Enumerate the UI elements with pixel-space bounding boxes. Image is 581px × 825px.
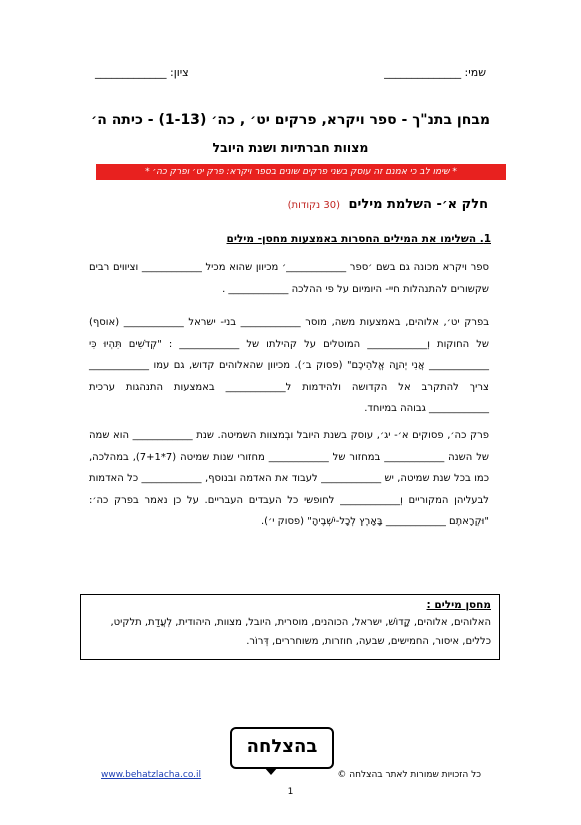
word-bank-title: מחסן מילים :: [426, 599, 491, 611]
exam-subtitle: מצוות חברתיות ושנת היובל: [212, 140, 369, 155]
page-number: 1: [287, 787, 294, 797]
copyright-text: כל הזכויות שמורות לאתר בהצלחה ©: [337, 770, 481, 780]
section-heading: [288, 197, 488, 212]
paragraph-chapter-25: פרק כה׳, פסוקים א׳- יג׳, עוסק בשנת היובל ובְמצוות השמיטה. שנת ____________ הוא שמה של השנה ____________ במחזור של ____________ מחזורי שנות שמיטה (7*7+1), במהלכה, כמו בכל שנת שמיטה, יש ____________ לעבוד את האדמה ובנוסף, ____________ כל האדמות לבעליהן המקוריים וְ____________ לחופשי כל העבדים העבריים. על כן נאמר בפרק כה׳: "וּקְרָאתֶם ____________ בָּאָרֶץ לְכָל-יֹשְׁבֶיהָ" (פסוק י׳).: [89, 430, 489, 527]
red-note-banner: * שימו לב כי אמנם זה עוסק בשני פרקים שונים בספר ויקרא: פרק יט׳ ופרק כה׳ *: [96, 164, 506, 180]
section-title: חלק א׳- השלמת מילים: [348, 197, 488, 212]
paragraph-chapter-19: בפרק יט׳, אלוהים, באמצעות משה, מוסר ____________ בני- ישראל ____________ (אוסף) של החוקות וְ____________ המוטלים על קהילתו של ____________ : "קְדֹשִׁים תִּהְיוּ כִּי ____________ אֲנִי יְהוָה אֱלֹהֵיכֶם" (פסוק ב׳). מכיוון שהאלוהים קדוש, גם עמו ____________ צריך להתקרב אל הקדושה ולהידמות ל____________ באמצעות התנהגות ערכית ____________ גבוהה במיוחד.: [89, 317, 489, 414]
word-bank-box: [80, 594, 500, 660]
paragraph-intro: ספר ויקרא מכונה גם בשם ׳ספר ____________׳ מכיוון שהוא מכיל ____________ וציווים רבים שקשורים להתנהלות חיי- היומיום על פי ההלכה ____________ .: [89, 262, 489, 295]
word-bank-words: האלוהים, אלוהים, קָדוֹשׁ, ישראל, הכוהנים, מוסרית, היובל, מצוות, היהודית, לְעֲדַת, תלקיט, כללים, איסור, החמישים, שבעה, חוזרות, משוחררים, דְּרוֹר.: [110, 617, 491, 647]
success-logo: בהצלחה: [230, 727, 334, 769]
logo-speech-tail: [264, 767, 278, 775]
grade-field: ציון: _____________: [95, 66, 189, 79]
section-points: (30 נקודות): [287, 200, 340, 211]
student-name-field: שמי: ______________: [384, 66, 486, 79]
exam-title: מבחן בתנ"ך - ספר ויקרא, פרקים יט׳ , כה׳ (1-13) - כיתה ה׳: [90, 112, 490, 128]
website-link[interactable]: www.behatzlacha.co.il: [101, 770, 202, 780]
question-instruction: 1. השלימו את המילים החסרות באמצעות מחסן- מילים: [226, 233, 491, 245]
